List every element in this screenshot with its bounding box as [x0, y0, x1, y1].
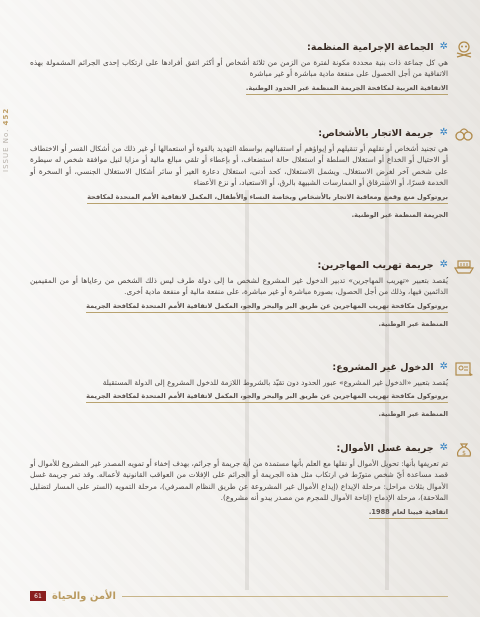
page-number: 61 — [30, 591, 46, 601]
section-money-laundering — [30, 441, 448, 519]
reference-line: الجريمة المنظمة عبر الوطنية. — [351, 210, 448, 219]
section-title: جريمة تهريب المهاجرين: — [317, 259, 434, 271]
section-human-trafficking — [30, 126, 448, 220]
star-bullet-icon: ✲ — [439, 41, 448, 52]
section-heading — [30, 126, 448, 140]
section-reference — [30, 507, 448, 519]
magazine-name: الأمن والحياة — [52, 590, 116, 602]
star-bullet-icon: ✲ — [439, 361, 448, 372]
section-heading — [30, 40, 448, 54]
issue-label: ISSUE No. — [2, 128, 10, 172]
section-heading — [30, 258, 448, 272]
section-heading — [30, 360, 448, 374]
section-organized-crime — [30, 40, 448, 95]
star-bullet-icon: ✲ — [439, 259, 448, 270]
section-title: الدخول غير المشروع: — [332, 361, 434, 373]
section-title: جريمة غسل الأموال: — [336, 442, 434, 454]
page-footer — [30, 589, 448, 603]
issue-number — [2, 52, 20, 172]
section-migrant-smuggling — [30, 258, 448, 329]
skull-crossbones-icon — [452, 38, 476, 60]
section-heading — [30, 441, 448, 455]
reference-line: بروتوكول مكافحة تهريب المهاجرين عن طريق البر والبحر والجو، المكمل لاتفاقية الأمم المتحدة لمكافحة الجريمة — [86, 391, 448, 403]
reference-line: المنظمة عبر الوطنية. — [378, 410, 448, 419]
reference-line: المنظمة عبر الوطنية. — [378, 319, 448, 328]
section-body: يُقصد بتعبير «تهريب المهاجرين» تدبير الدخول غير المشروع لشخص ما إلى دولة طرف ليس ذلك الشخص من رعاياها أو من المقيمين الدائمين فيها، وذلك من أجل الحصول، بصورة مباشرة أو غير مباشرة، على منفعة مالية أو منفعة مادية أخرى. — [30, 276, 448, 297]
money-bag-icon — [452, 439, 476, 461]
issue-number-value: 452 — [2, 107, 10, 126]
reference-line: بروتوكول مكافحة تهريب المهاجرين عن طريق البر والبحر والجو، المكمل لاتفاقية الأمم المتحدة لمكافحة الجريمة — [86, 301, 448, 313]
star-bullet-icon: ✲ — [439, 127, 448, 138]
reference-line: الاتفاقية العربية لمكافحة الجريمة المنظمة عبر الحدود الوطنية. — [246, 83, 448, 95]
shackles-icon — [452, 123, 476, 145]
svg-text:$: $ — [462, 450, 466, 457]
section-reference — [30, 83, 448, 95]
section-body: هي كل جماعة ذات بنية محددة مكونة لفترة من الزمن من ثلاثة أشخاص أو أكثر اتفق أفرادها على ارتكاب إحدى الجرائم المشمولة بهذه الاتفاقية من أجل الحصول على منفعة مادية مباشرة أو غير مباشرة — [30, 58, 448, 79]
section-body: يُقصد بتعبير «الدخول غير المشروع» عبور الحدود دون تقيّد بالشروط اللازمة للدخول المشروع إلى الدولة المستقبلة — [102, 378, 448, 387]
section-title: جريمة الاتجار بالأشخاص: — [318, 127, 434, 139]
section-illegal-entry — [30, 360, 448, 419]
section-reference — [30, 391, 448, 419]
star-bullet-icon: ✲ — [439, 442, 448, 453]
passport-icon — [452, 358, 476, 380]
reference-line: بروتوكول منع وقمع ومعاقبة الاتجار بالأشخاص وبخاصة النساء والأطفال، المكمل لاتفاقية الأمم المتحدة لمكافحة — [87, 192, 448, 204]
section-reference — [30, 301, 448, 329]
footer-rule — [122, 596, 448, 597]
section-reference — [30, 192, 448, 220]
boat-icon — [452, 256, 476, 278]
section-body: هي تجنيد أشخاص أو نقلهم أو تنقيلهم أو إيواؤهم أو استقبالهم بواسطة التهديد بالقوة أو استعمالها أو غير ذلك من أشكال القسر أو الاختطاف أو الاحتيال أو الخداع أو استغلال السلطة أو استغلال حالة استضعاف، أو بإعطاء أو تلقي مبالغ مالية أو مزايا لنيل موافقة شخص له سيطرة على شخص آخر لغرض الاستغلال. ويشمل الاستغلال، كحد أدنى، استغلال دعارة الغير أو سائر أشكال الاستغلال الجنسي، أو السخرة أو الخدمة قسرًا، أو الاسترقاق أو الممارسات الشبيهة بالرق، أو الاستعباد، أو نزع الأعضاء — [30, 144, 448, 188]
section-title: الجماعة الإجرامية المنظمة: — [307, 41, 434, 53]
section-body: تم تعريفها بأنها: تحويل الأموال أو نقلها مع العلم بأنها مستمدة من أية جريمة أو جرائم، بهدف إخفاء أو تمويه المصدر غير المشروع للأموال أو قصد مساعدة أيّ شخص متورّط في ارتكاب مثل هذه الجريمة أو الجرائم على الإفلات من العواقب القانونية لأعماله. وقد تمر جريمة غسل الأموال بثلاث مراحل: مرحلة الإيداع (إيداع الأموال غير المشروعة عن طريق النظام المصرفي)، مرحلة التمويه (الستر على المسار لتضليل الملاحقة)، مرحلة الإدماج (إتاحة الأموال للمجرم من مصدر يبدو أنه مشروع). — [30, 459, 448, 503]
reference-line: اتفاقية فيينا لعام 1988. — [369, 507, 448, 519]
